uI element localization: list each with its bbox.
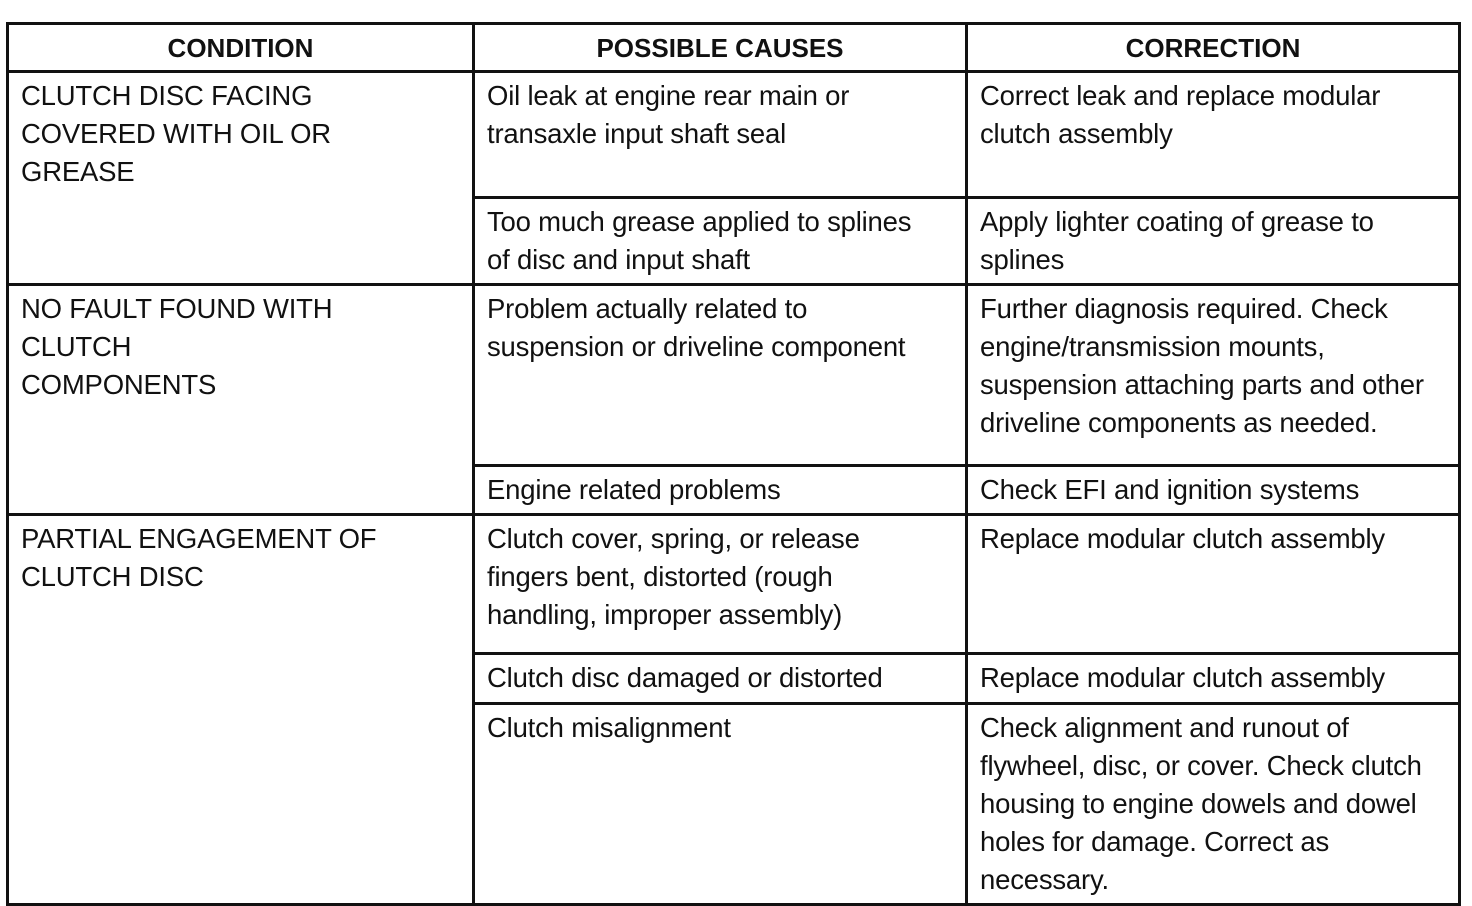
correction-cell: Apply lighter coating of grease to splines: [967, 198, 1460, 285]
correction-cell: Check alignment and runout of flywheel, disc, or cover. Check clutch housing to engine dowels and dowel holes for damage. Correct as necessary.: [967, 704, 1460, 905]
header-condition: CONDITION: [8, 24, 474, 72]
header-possible-causes: POSSIBLE CAUSES: [474, 24, 967, 72]
cause-cell: Clutch cover, spring, or release fingers bent, distorted (rough handling, improper assembly): [474, 515, 967, 654]
cause-cell: Clutch disc damaged or distorted: [474, 654, 967, 704]
condition-cell: PARTIAL ENGAGEMENT OF CLUTCH DISC: [8, 515, 474, 905]
correction-cell: Replace modular clutch assembly: [967, 515, 1460, 654]
correction-cell: Check EFI and ignition systems: [967, 466, 1460, 515]
header-correction: CORRECTION: [967, 24, 1460, 72]
table-row: [8, 285, 1460, 466]
correction-cell: Further diagnosis required. Check engine/transmission mounts, suspension attaching parts and other driveline components as needed.: [967, 285, 1460, 466]
table-row: [8, 515, 1460, 654]
cause-cell: Too much grease applied to splines of disc and input shaft: [474, 198, 967, 285]
cause-cell: Engine related problems: [474, 466, 967, 515]
correction-cell: Replace modular clutch assembly: [967, 654, 1460, 704]
correction-cell: Correct leak and replace modular clutch assembly: [967, 72, 1460, 198]
diagnosis-table: [6, 22, 1461, 906]
header-row: [8, 24, 1460, 72]
cause-cell: Clutch misalignment: [474, 704, 967, 905]
table-row: [8, 72, 1460, 198]
cause-cell: Oil leak at engine rear main or transaxle input shaft seal: [474, 72, 967, 198]
cause-cell: Problem actually related to suspension or driveline component: [474, 285, 967, 466]
condition-cell: CLUTCH DISC FACING COVERED WITH OIL OR GREASE: [8, 72, 474, 285]
condition-cell: NO FAULT FOUND WITH CLUTCH COMPONENTS: [8, 285, 474, 515]
